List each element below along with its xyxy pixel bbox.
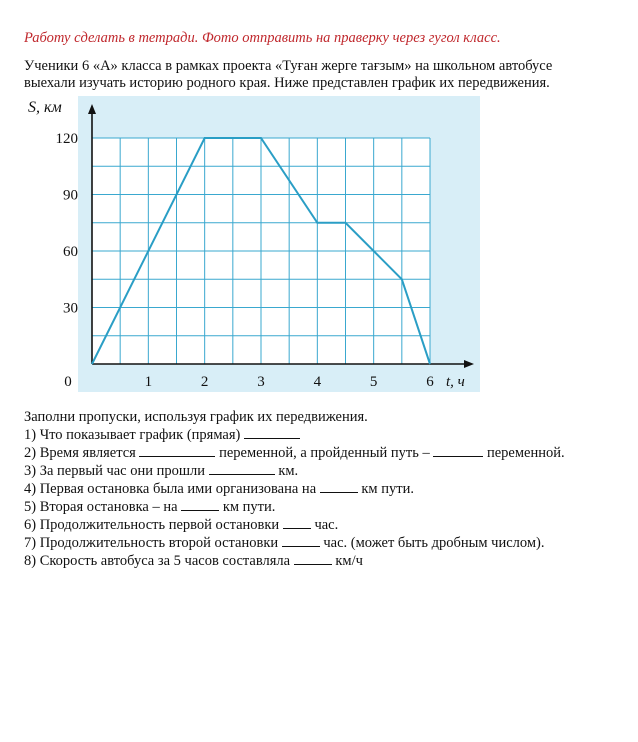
answer-blank[interactable] bbox=[181, 498, 219, 511]
answer-blank[interactable] bbox=[283, 516, 311, 529]
instruction-text: Работу сделать в тетради. Фото отправить на праверку через гугол класс. bbox=[24, 30, 501, 46]
question-2: 2) Время является переменной, а пройденный путь – переменной. bbox=[24, 445, 565, 461]
question-3: 3) За первый час они прошли км. bbox=[24, 463, 299, 479]
intro-line-2: выехали изучать историю родного края. Ниже представлен график их передвижения. bbox=[24, 75, 550, 91]
intro-line-1: Ученики 6 «А» класса в рамках проекта «Туған жерге тағзым» на школьном автобусе bbox=[24, 58, 553, 74]
question-4: 4) Первая остановка была ими организована на км пути. bbox=[24, 481, 414, 497]
answer-blank[interactable] bbox=[244, 426, 300, 439]
y-tick-label: 90 bbox=[63, 187, 78, 204]
questions-block bbox=[24, 408, 624, 570]
answer-blank[interactable] bbox=[294, 552, 332, 565]
answer-blank[interactable] bbox=[209, 462, 275, 475]
question-8: 8) Скорость автобуса за 5 часов составляла км/ч bbox=[24, 553, 363, 569]
question-6: 6) Продолжительность первой остановки час. bbox=[24, 517, 339, 533]
answer-blank[interactable] bbox=[282, 534, 320, 547]
origin-label: 0 bbox=[64, 374, 72, 390]
task-intro: Заполни пропуски, используя график их передвижения. bbox=[24, 409, 368, 425]
question-5: 5) Вторая остановка – на км пути. bbox=[24, 499, 276, 515]
x-tick-label: 3 bbox=[257, 374, 265, 390]
answer-blank[interactable] bbox=[139, 444, 215, 457]
question-1: 1) Что показывает график (прямая) bbox=[24, 426, 624, 444]
x-tick-label: 2 bbox=[200, 374, 209, 390]
x-tick-label: 4 bbox=[313, 374, 322, 390]
x-axis-label: t, ч bbox=[446, 374, 465, 390]
y-tick-label: 60 bbox=[63, 244, 78, 260]
x-tick-label: 6 bbox=[426, 374, 434, 390]
x-tick-label: 1 bbox=[144, 374, 153, 390]
y-tick-label: 30 bbox=[63, 300, 78, 317]
y-tick-label: 120 bbox=[55, 131, 78, 147]
distance-time-chart bbox=[22, 96, 482, 396]
intro-paragraph bbox=[24, 58, 624, 92]
y-axis-label: S, км bbox=[28, 99, 62, 116]
answer-blank[interactable] bbox=[433, 444, 483, 457]
x-tick-label: 5 bbox=[369, 374, 378, 390]
answer-blank[interactable] bbox=[320, 480, 358, 493]
question-7: 7) Продолжительность второй остановки час. (может быть дробным числом). bbox=[24, 535, 545, 551]
